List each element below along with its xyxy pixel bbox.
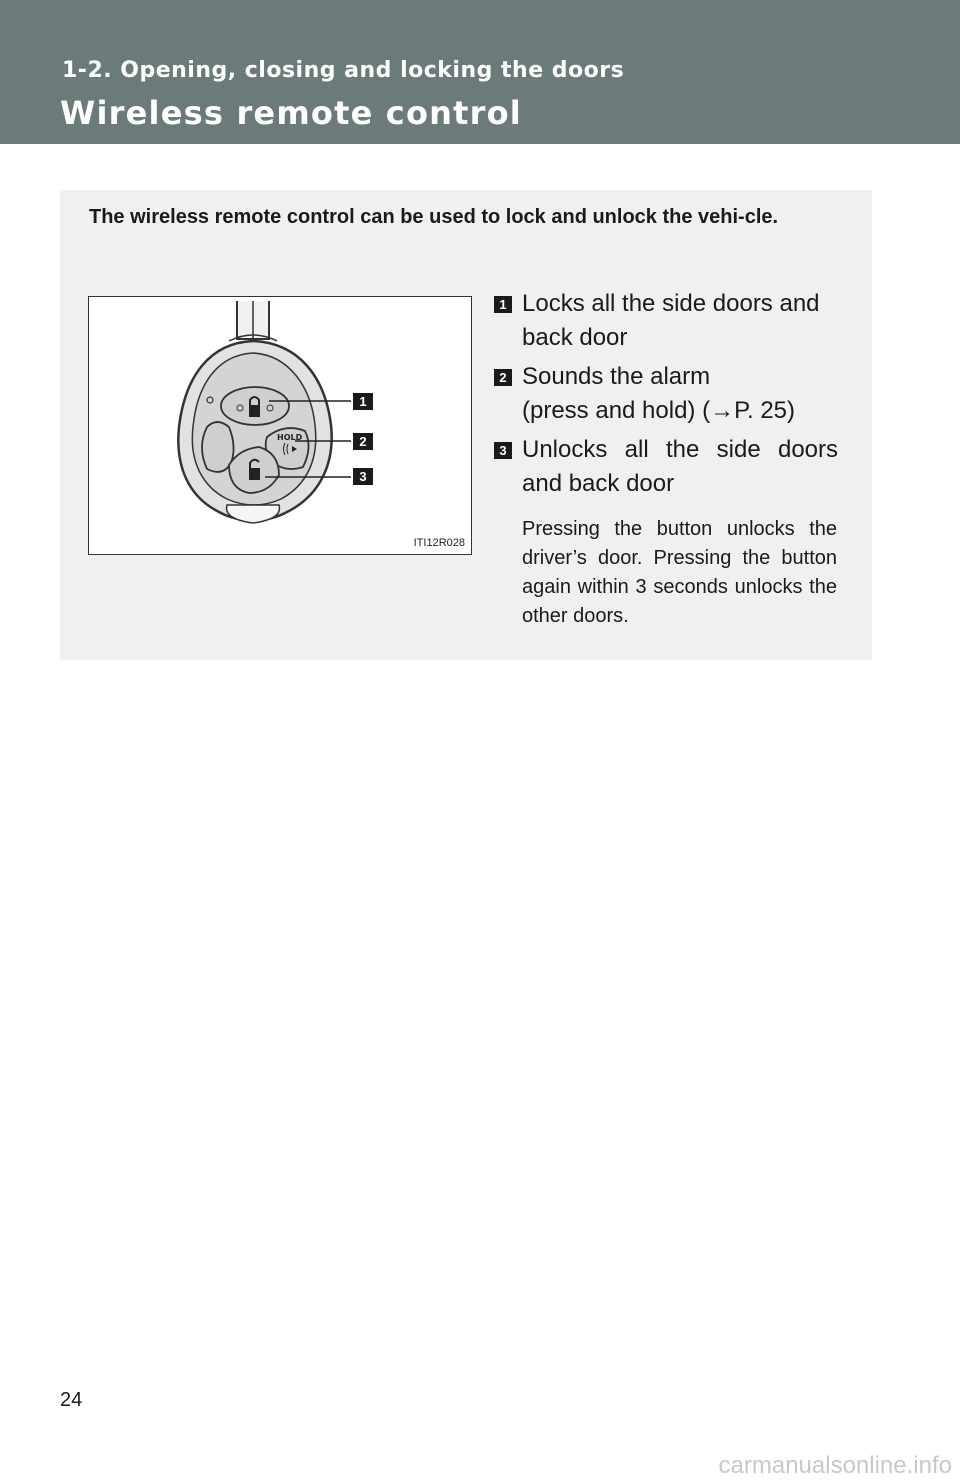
- item-number: 1: [494, 296, 512, 313]
- unlock-note: Pressing the button unlocks the driver’s door. Pressing the button again within 3 seconds unlocks the other doors.: [522, 518, 837, 627]
- callout-1: 1: [359, 394, 367, 409]
- key-fob-icon: [89, 297, 471, 554]
- item-line: Sounds the alarm: [522, 363, 711, 390]
- page-number: 24: [60, 1389, 83, 1411]
- hold-label: HOLD: [277, 433, 303, 442]
- watermark: carmanualsonline.info: [718, 1452, 952, 1479]
- item-alarm: [494, 360, 838, 428]
- item-line: Locks all the side doors and: [522, 290, 820, 317]
- figure-code: ITI12R028: [413, 537, 465, 549]
- item-line: Unlocks all the side doors: [522, 436, 838, 463]
- item-lock: [494, 287, 838, 355]
- item-number: 3: [494, 442, 512, 459]
- section-label: 1-2. Opening, closing and locking the doors: [62, 58, 625, 83]
- item-unlock: [494, 433, 838, 501]
- header-bar: [0, 0, 960, 144]
- callout-2: 2: [359, 434, 367, 449]
- page-title: Wireless remote control: [60, 94, 522, 132]
- callout-3: 3: [359, 469, 367, 484]
- intro-text: The wireless remote control can be used to lock and unlock the vehi-cle.: [89, 206, 779, 228]
- item-line: (press and hold) (→P. 25): [522, 397, 796, 424]
- remote-illustration: [88, 296, 472, 555]
- item-line: and back door: [522, 470, 675, 497]
- item-number: 2: [494, 369, 512, 386]
- item-line: back door: [522, 324, 628, 351]
